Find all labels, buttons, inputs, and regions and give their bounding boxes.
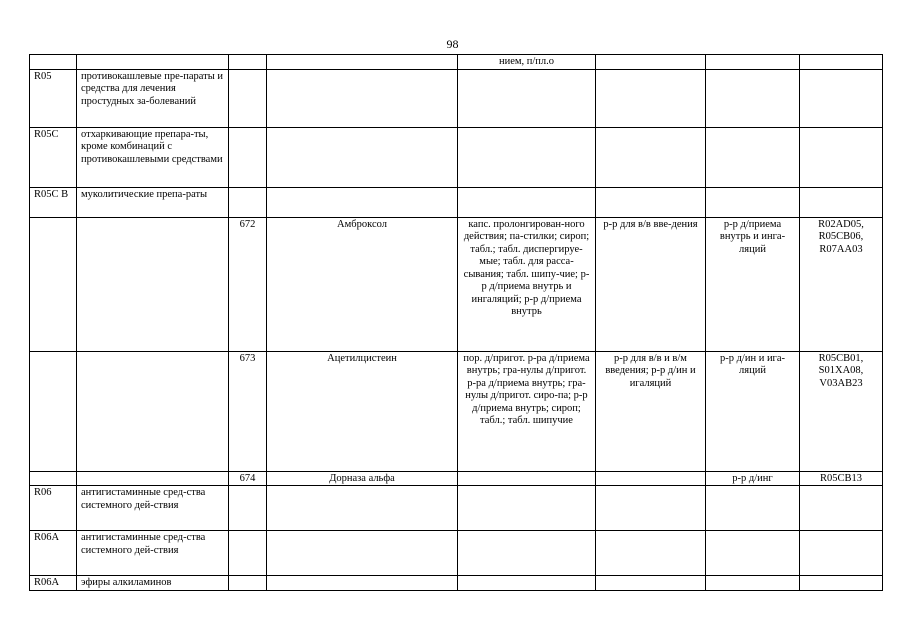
item-number-cell	[229, 127, 267, 187]
atc-code-cell	[30, 351, 77, 471]
item-number-cell: 673	[229, 351, 267, 471]
atc-list-cell: R05CB13	[800, 471, 883, 486]
extra-form-cell	[596, 531, 706, 576]
dosage-form-cell: капс. пролонгирован-ного действия; па-стилки; сироп; табл.; табл. диспергируе-мые; табл. для расса-сывания; табл. шипу-чие; р-р д/приема внутрь и ингаляций; р-р д/приема внутрь	[458, 217, 596, 351]
dosage-form-cell	[458, 69, 596, 127]
atc-code-cell: R06A	[30, 576, 77, 591]
atc-list-cell: R05CB01, S01XA08, V03AB23	[800, 351, 883, 471]
atc-code-cell	[30, 55, 77, 70]
extra-form-cell	[596, 486, 706, 531]
atc-list-cell	[800, 55, 883, 70]
extra-form-cell	[596, 55, 706, 70]
drug-name-cell	[267, 55, 458, 70]
inhalation-form-cell	[706, 187, 800, 217]
atc-code-cell: R06A	[30, 531, 77, 576]
table-row	[30, 471, 883, 486]
atc-code-cell	[30, 217, 77, 351]
table-row	[30, 351, 883, 471]
atc-list-cell	[800, 187, 883, 217]
group-name-cell	[77, 55, 229, 70]
dosage-form-cell	[458, 531, 596, 576]
dosage-form-cell	[458, 576, 596, 591]
extra-form-cell: р-р для в/в вве-дения	[596, 217, 706, 351]
atc-code-cell: R05C В	[30, 187, 77, 217]
table-row	[30, 55, 883, 70]
inhalation-form-cell: р-р д/приема внутрь и инга-ляций	[706, 217, 800, 351]
group-name-cell	[77, 351, 229, 471]
atc-list-cell	[800, 69, 883, 127]
table-row	[30, 531, 883, 576]
inhalation-form-cell: р-р д/ин и ига-ляций	[706, 351, 800, 471]
dosage-form-cell: нием, п/пл.о	[458, 55, 596, 70]
drug-table	[29, 54, 883, 591]
group-name-cell: противокашлевые пре-параты и средства для лечения простудных за-болеваний	[77, 69, 229, 127]
drug-name-cell: Амброксол	[267, 217, 458, 351]
dosage-form-cell	[458, 486, 596, 531]
item-number-cell	[229, 576, 267, 591]
table-row	[30, 486, 883, 531]
drug-name-cell	[267, 576, 458, 591]
atc-code-cell: R06	[30, 486, 77, 531]
dosage-form-cell	[458, 471, 596, 486]
extra-form-cell	[596, 187, 706, 217]
group-name-cell: отхаркивающие препара-ты, кроме комбинаций с противокашлевыми средствами	[77, 127, 229, 187]
drug-name-cell	[267, 127, 458, 187]
extra-form-cell: р-р для в/в и в/м введения; р-р д/ин и игаляций	[596, 351, 706, 471]
item-number-cell	[229, 55, 267, 70]
inhalation-form-cell	[706, 576, 800, 591]
atc-list-cell	[800, 576, 883, 591]
extra-form-cell	[596, 576, 706, 591]
table-body	[30, 55, 883, 591]
drug-name-cell: Ацетилцистеин	[267, 351, 458, 471]
group-name-cell	[77, 471, 229, 486]
dosage-form-cell: пор. д/пригот. р-ра д/приема внутрь; гра-нулы д/пригот. р-ра д/приема внутрь; гра-нулы д/пригот. сиро-па; р-р д/приема внутрь; сироп; табл.; табл. шипучие	[458, 351, 596, 471]
atc-code-cell	[30, 471, 77, 486]
item-number-cell	[229, 531, 267, 576]
extra-form-cell	[596, 471, 706, 486]
inhalation-form-cell	[706, 55, 800, 70]
atc-code-cell: R05C	[30, 127, 77, 187]
dosage-form-cell	[458, 187, 596, 217]
group-name-cell	[77, 217, 229, 351]
item-number-cell: 674	[229, 471, 267, 486]
table-row	[30, 217, 883, 351]
atc-list-cell: R02AD05, R05CB06, R07AA03	[800, 217, 883, 351]
inhalation-form-cell	[706, 486, 800, 531]
drug-name-cell	[267, 531, 458, 576]
table-row	[30, 187, 883, 217]
item-number-cell: 672	[229, 217, 267, 351]
dosage-form-cell	[458, 127, 596, 187]
atc-list-cell	[800, 127, 883, 187]
table-row	[30, 127, 883, 187]
atc-list-cell	[800, 531, 883, 576]
drug-name-cell	[267, 486, 458, 531]
item-number-cell	[229, 69, 267, 127]
table-row	[30, 69, 883, 127]
table-row	[30, 576, 883, 591]
inhalation-form-cell	[706, 69, 800, 127]
group-name-cell: муколитические препа-раты	[77, 187, 229, 217]
inhalation-form-cell	[706, 531, 800, 576]
item-number-cell	[229, 187, 267, 217]
page-number: 98	[446, 37, 459, 51]
inhalation-form-cell: р-р д/инг	[706, 471, 800, 486]
drug-name-cell: Дорназа альфа	[267, 471, 458, 486]
item-number-cell	[229, 486, 267, 531]
extra-form-cell	[596, 69, 706, 127]
extra-form-cell	[596, 127, 706, 187]
drug-name-cell	[267, 69, 458, 127]
drug-name-cell	[267, 187, 458, 217]
group-name-cell: эфиры алкиламинов	[77, 576, 229, 591]
group-name-cell: антигистаминные сред-ства системного дей-ствия	[77, 486, 229, 531]
group-name-cell: антигистаминные сред-ства системного дей-ствия	[77, 531, 229, 576]
inhalation-form-cell	[706, 127, 800, 187]
atc-code-cell: R05	[30, 69, 77, 127]
atc-list-cell	[800, 486, 883, 531]
